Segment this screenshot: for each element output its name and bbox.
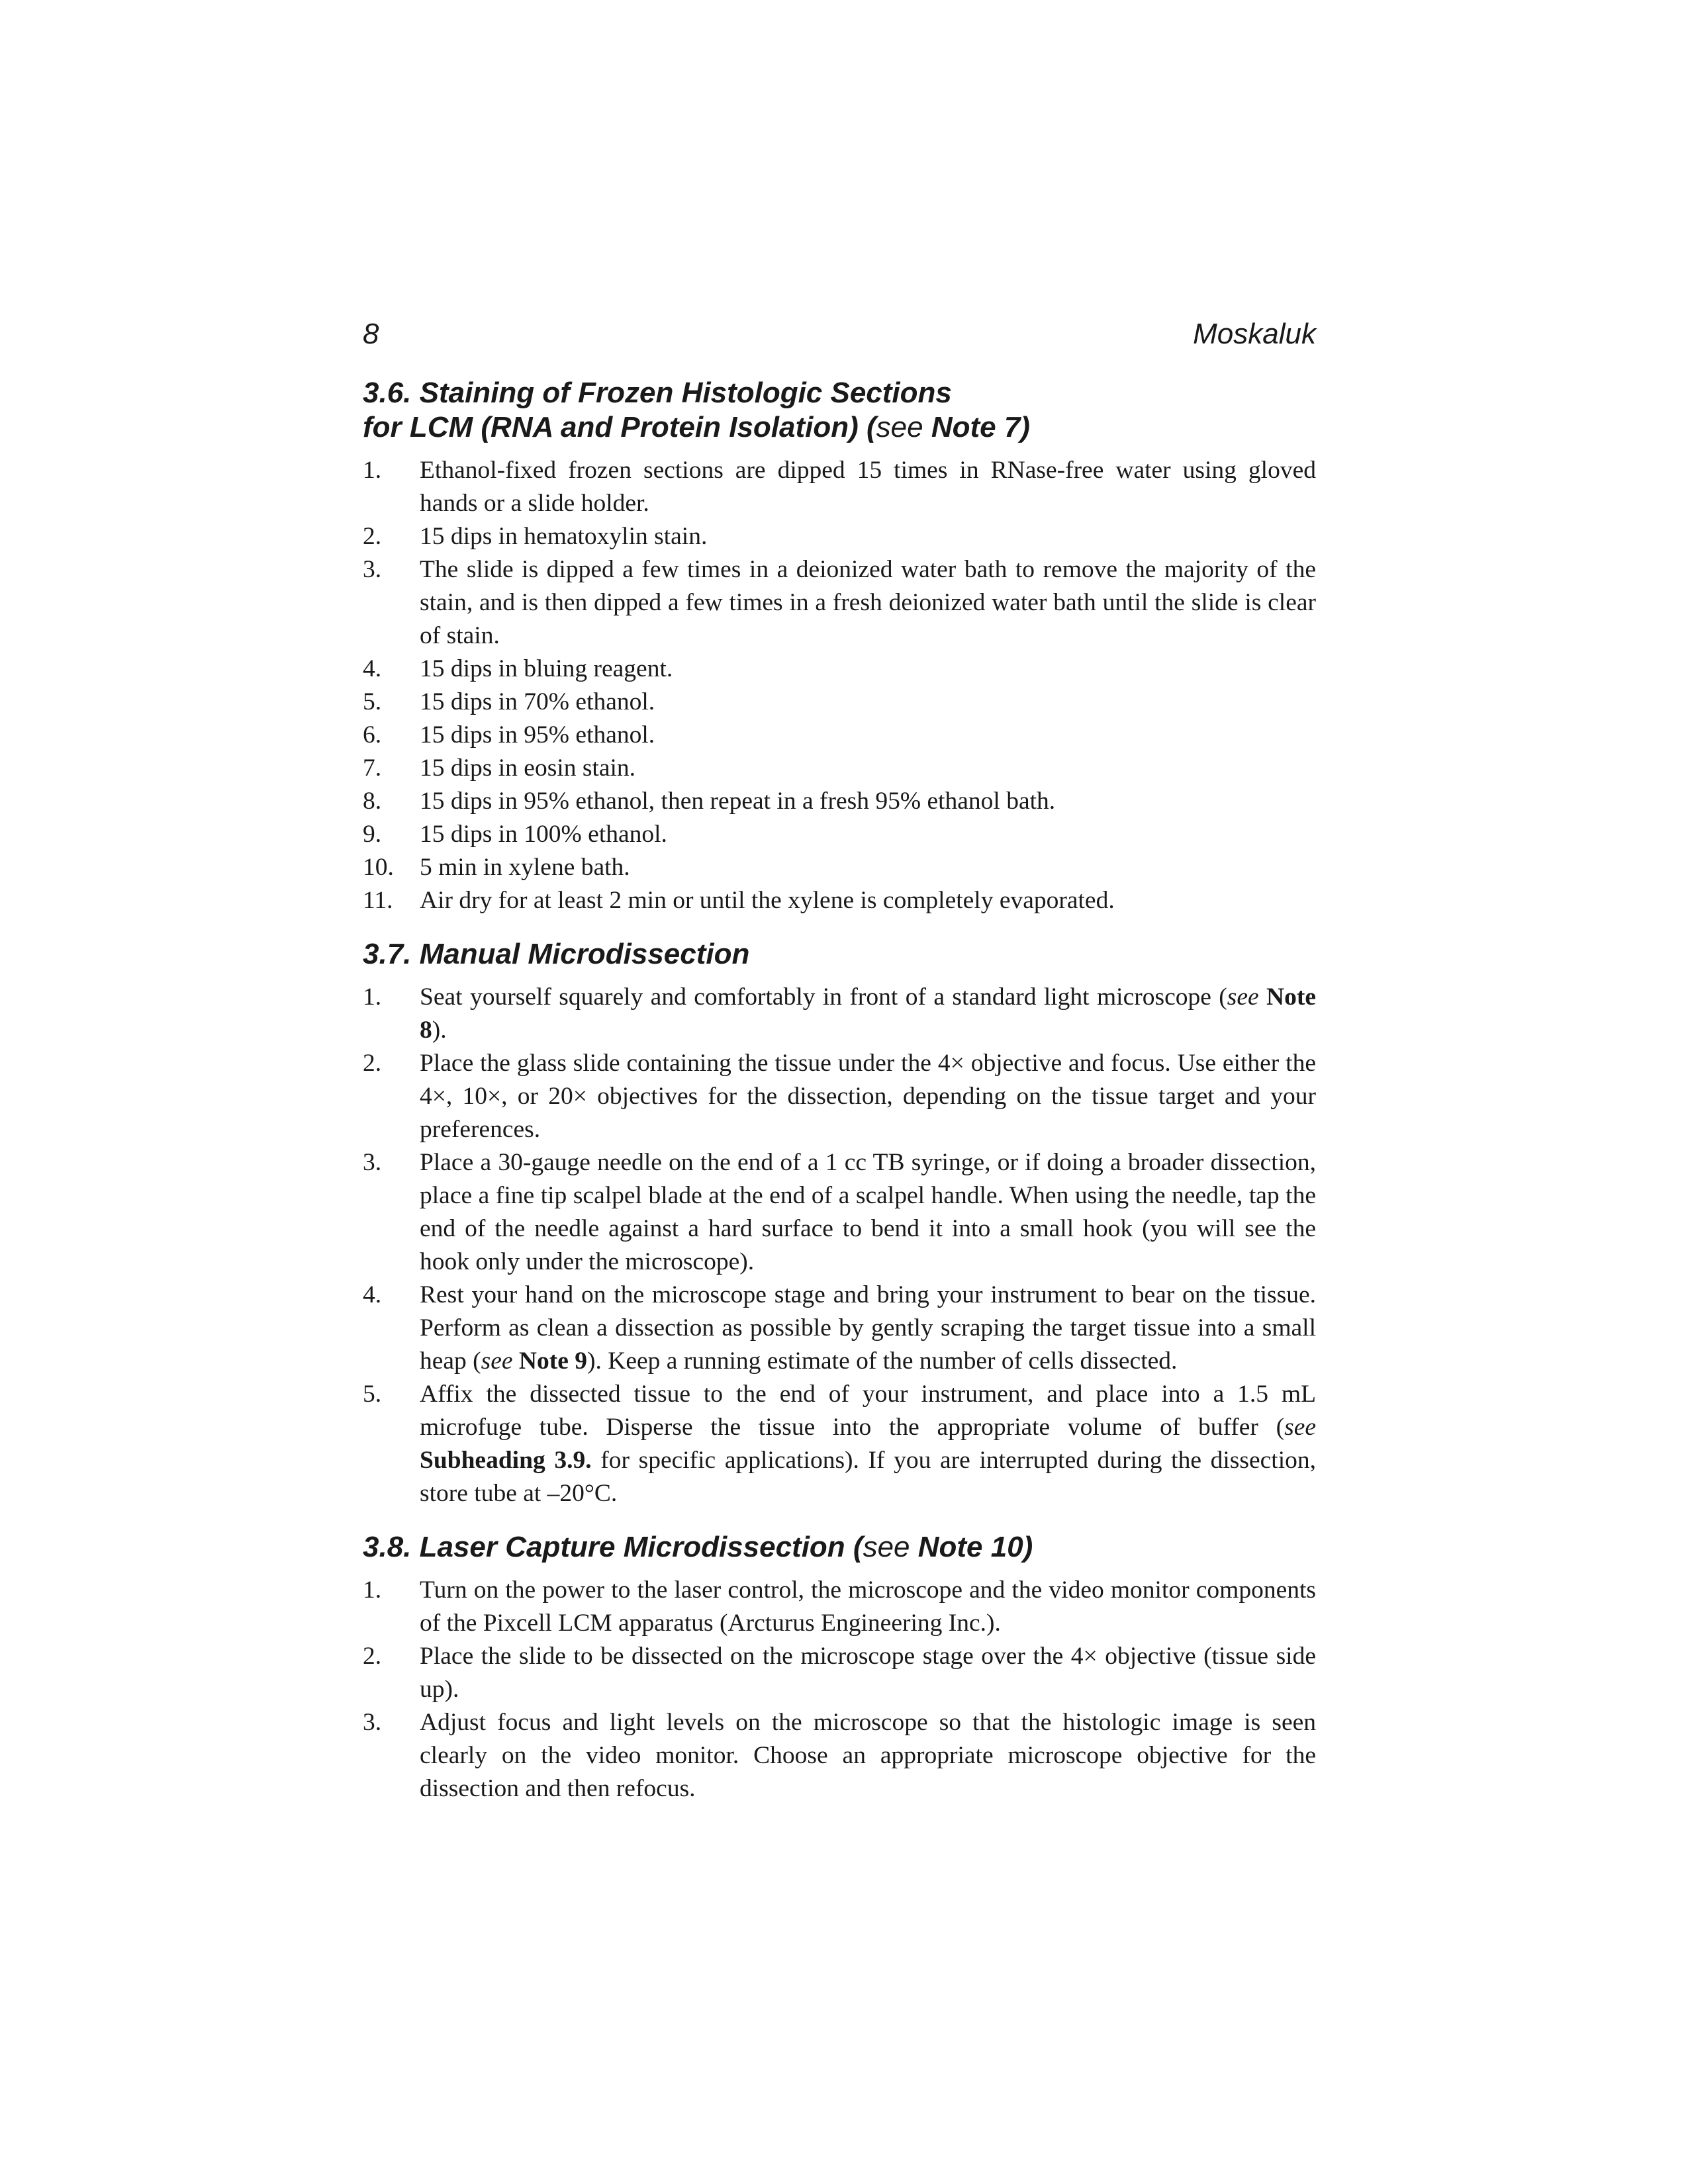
step-text: Ethanol-fixed frozen sections are dipped 15 times in RNase-free water using gloved hands or a slide holder. xyxy=(420,457,1316,517)
steps-list-3-8 xyxy=(363,1574,1316,1805)
step-number: 3. xyxy=(363,1709,382,1736)
section-heading-3-6 xyxy=(363,376,1316,445)
list-item xyxy=(363,1706,1316,1805)
note-ref: Note 7) xyxy=(923,411,1030,443)
step-text: Place the glass slide containing the tissue under the 4× objective and focus. Use either the 4×, 10×, or 20× objectives for the dissection, depending on the tissue target and your preferences. xyxy=(420,1050,1316,1143)
step-number: 5. xyxy=(363,688,382,715)
list-item xyxy=(363,686,1316,719)
heading-see: see xyxy=(876,411,923,443)
list-item xyxy=(363,1378,1316,1510)
step-number: 1. xyxy=(363,983,382,1011)
list-item xyxy=(363,1574,1316,1640)
step-text: Turn on the power to the laser control, the microscope and the video monitor components of the Pixcell LCM apparatus (Arcturus Engineering Inc.). xyxy=(420,1576,1316,1637)
see-ref: see xyxy=(481,1347,513,1375)
step-text: Adjust focus and light levels on the microscope so that the histologic image is seen clearly on the video monitor. Choose an appropriate microscope objective for the dissection and then refocus. xyxy=(420,1709,1316,1802)
list-item xyxy=(363,1146,1316,1279)
list-item xyxy=(363,818,1316,851)
running-head xyxy=(363,318,1316,361)
step-text: Place a 30-gauge needle on the end of a 1 cc TB syringe, or if doing a broader dissection, place a fine tip scalpel blade at the end of a scalpel handle. When using the needle, tap the end of the needle against a hard surface to bend it into a small hook (you will see the hook only under the microscope). xyxy=(420,1149,1316,1275)
step-text: Place the slide to be dissected on the microscope stage over the 4× objective (tissue side up). xyxy=(420,1643,1316,1703)
step-text: 15 dips in hematoxylin stain. xyxy=(420,523,708,550)
list-item xyxy=(363,851,1316,884)
list-item xyxy=(363,520,1316,553)
section-heading-3-7: 3.7. Manual Microdissection xyxy=(363,938,750,970)
list-item xyxy=(363,884,1316,917)
step-text: Seat yourself squarely and comfortably in front of a standard light microscope ( xyxy=(420,983,1227,1011)
list-item xyxy=(363,785,1316,818)
step-text: ). xyxy=(432,1017,447,1044)
heading-text: for LCM (RNA and Protein Isolation) ( xyxy=(363,411,876,443)
list-item xyxy=(363,981,1316,1047)
page-number: 8 xyxy=(363,318,379,350)
heading-line-1: 3.6. Staining of Frozen Histologic Sections xyxy=(363,377,952,409)
note-ref: Note 10) xyxy=(910,1531,1033,1563)
step-number: 4. xyxy=(363,655,382,682)
list-item xyxy=(363,1279,1316,1378)
list-item xyxy=(363,1047,1316,1146)
step-number: 11. xyxy=(363,887,393,914)
step-number: 1. xyxy=(363,457,382,484)
section-heading-3-8 xyxy=(363,1530,1316,1565)
step-number: 2. xyxy=(363,1050,382,1077)
step-number: 6. xyxy=(363,721,382,749)
list-item xyxy=(363,1640,1316,1706)
step-number: 10. xyxy=(363,854,394,881)
step-text: 15 dips in bluing reagent. xyxy=(420,655,673,682)
step-number: 5. xyxy=(363,1381,382,1408)
step-text: ). Keep a running estimate of the number of cells dissected. xyxy=(587,1347,1178,1375)
heading-see: see xyxy=(863,1531,910,1563)
heading-line-2 xyxy=(363,410,1316,445)
step-text: 15 dips in 95% ethanol, then repeat in a fresh 95% ethanol bath. xyxy=(420,788,1056,815)
list-item xyxy=(363,752,1316,785)
step-text: Affix the dissected tissue to the end of your instrument, and place into a 1.5 mL microfuge tube. Disperse the tissue into the appropriate volume of buffer ( xyxy=(420,1381,1316,1441)
steps-list-3-6 xyxy=(363,454,1316,917)
steps-list-3-7 xyxy=(363,981,1316,1510)
step-text: 15 dips in eosin stain. xyxy=(420,754,636,782)
author-name: Moskaluk xyxy=(1193,318,1316,350)
step-number: 8. xyxy=(363,788,382,815)
step-number: 9. xyxy=(363,821,382,848)
step-number: 3. xyxy=(363,1149,382,1176)
step-text: 5 min in xylene bath. xyxy=(420,854,630,881)
step-number: 7. xyxy=(363,754,382,782)
see-ref: see xyxy=(1227,983,1259,1011)
step-text: 15 dips in 70% ethanol. xyxy=(420,688,655,715)
step-text: The slide is dipped a few times in a deionized water bath to remove the majority of the stain, and is then dipped a few times in a fresh deionized water bath until the slide is clear of stain. xyxy=(420,556,1316,649)
step-number: 2. xyxy=(363,523,382,550)
list-item xyxy=(363,719,1316,752)
subheading-ref: Subheading 3.9. xyxy=(420,1447,592,1474)
list-item xyxy=(363,553,1316,653)
step-text: Rest your hand on the microscope stage and bring your instrument to bear on the tissue. Perform as clean a dissection as possible by gently scraping the target tissue into a small heap ( xyxy=(420,1281,1316,1375)
step-text: 15 dips in 95% ethanol. xyxy=(420,721,655,749)
list-item xyxy=(363,653,1316,686)
step-text: for specific applications). If you are interrupted during the dissection, store tube at –20°C. xyxy=(420,1447,1316,1507)
step-number: 1. xyxy=(363,1576,382,1604)
step-number: 3. xyxy=(363,556,382,583)
step-number: 4. xyxy=(363,1281,382,1308)
see-ref: see xyxy=(1284,1414,1316,1441)
heading-text: 3.8. Laser Capture Microdissection ( xyxy=(363,1531,863,1563)
note-ref: Note 9 xyxy=(512,1347,588,1375)
step-text: Air dry for at least 2 min or until the xylene is completely evaporated. xyxy=(420,887,1115,914)
step-text: 15 dips in 100% ethanol. xyxy=(420,821,667,848)
list-item xyxy=(363,454,1316,520)
page xyxy=(363,318,1316,1825)
note-ref: Note 8 xyxy=(420,983,1317,1044)
step-number: 2. xyxy=(363,1643,382,1670)
